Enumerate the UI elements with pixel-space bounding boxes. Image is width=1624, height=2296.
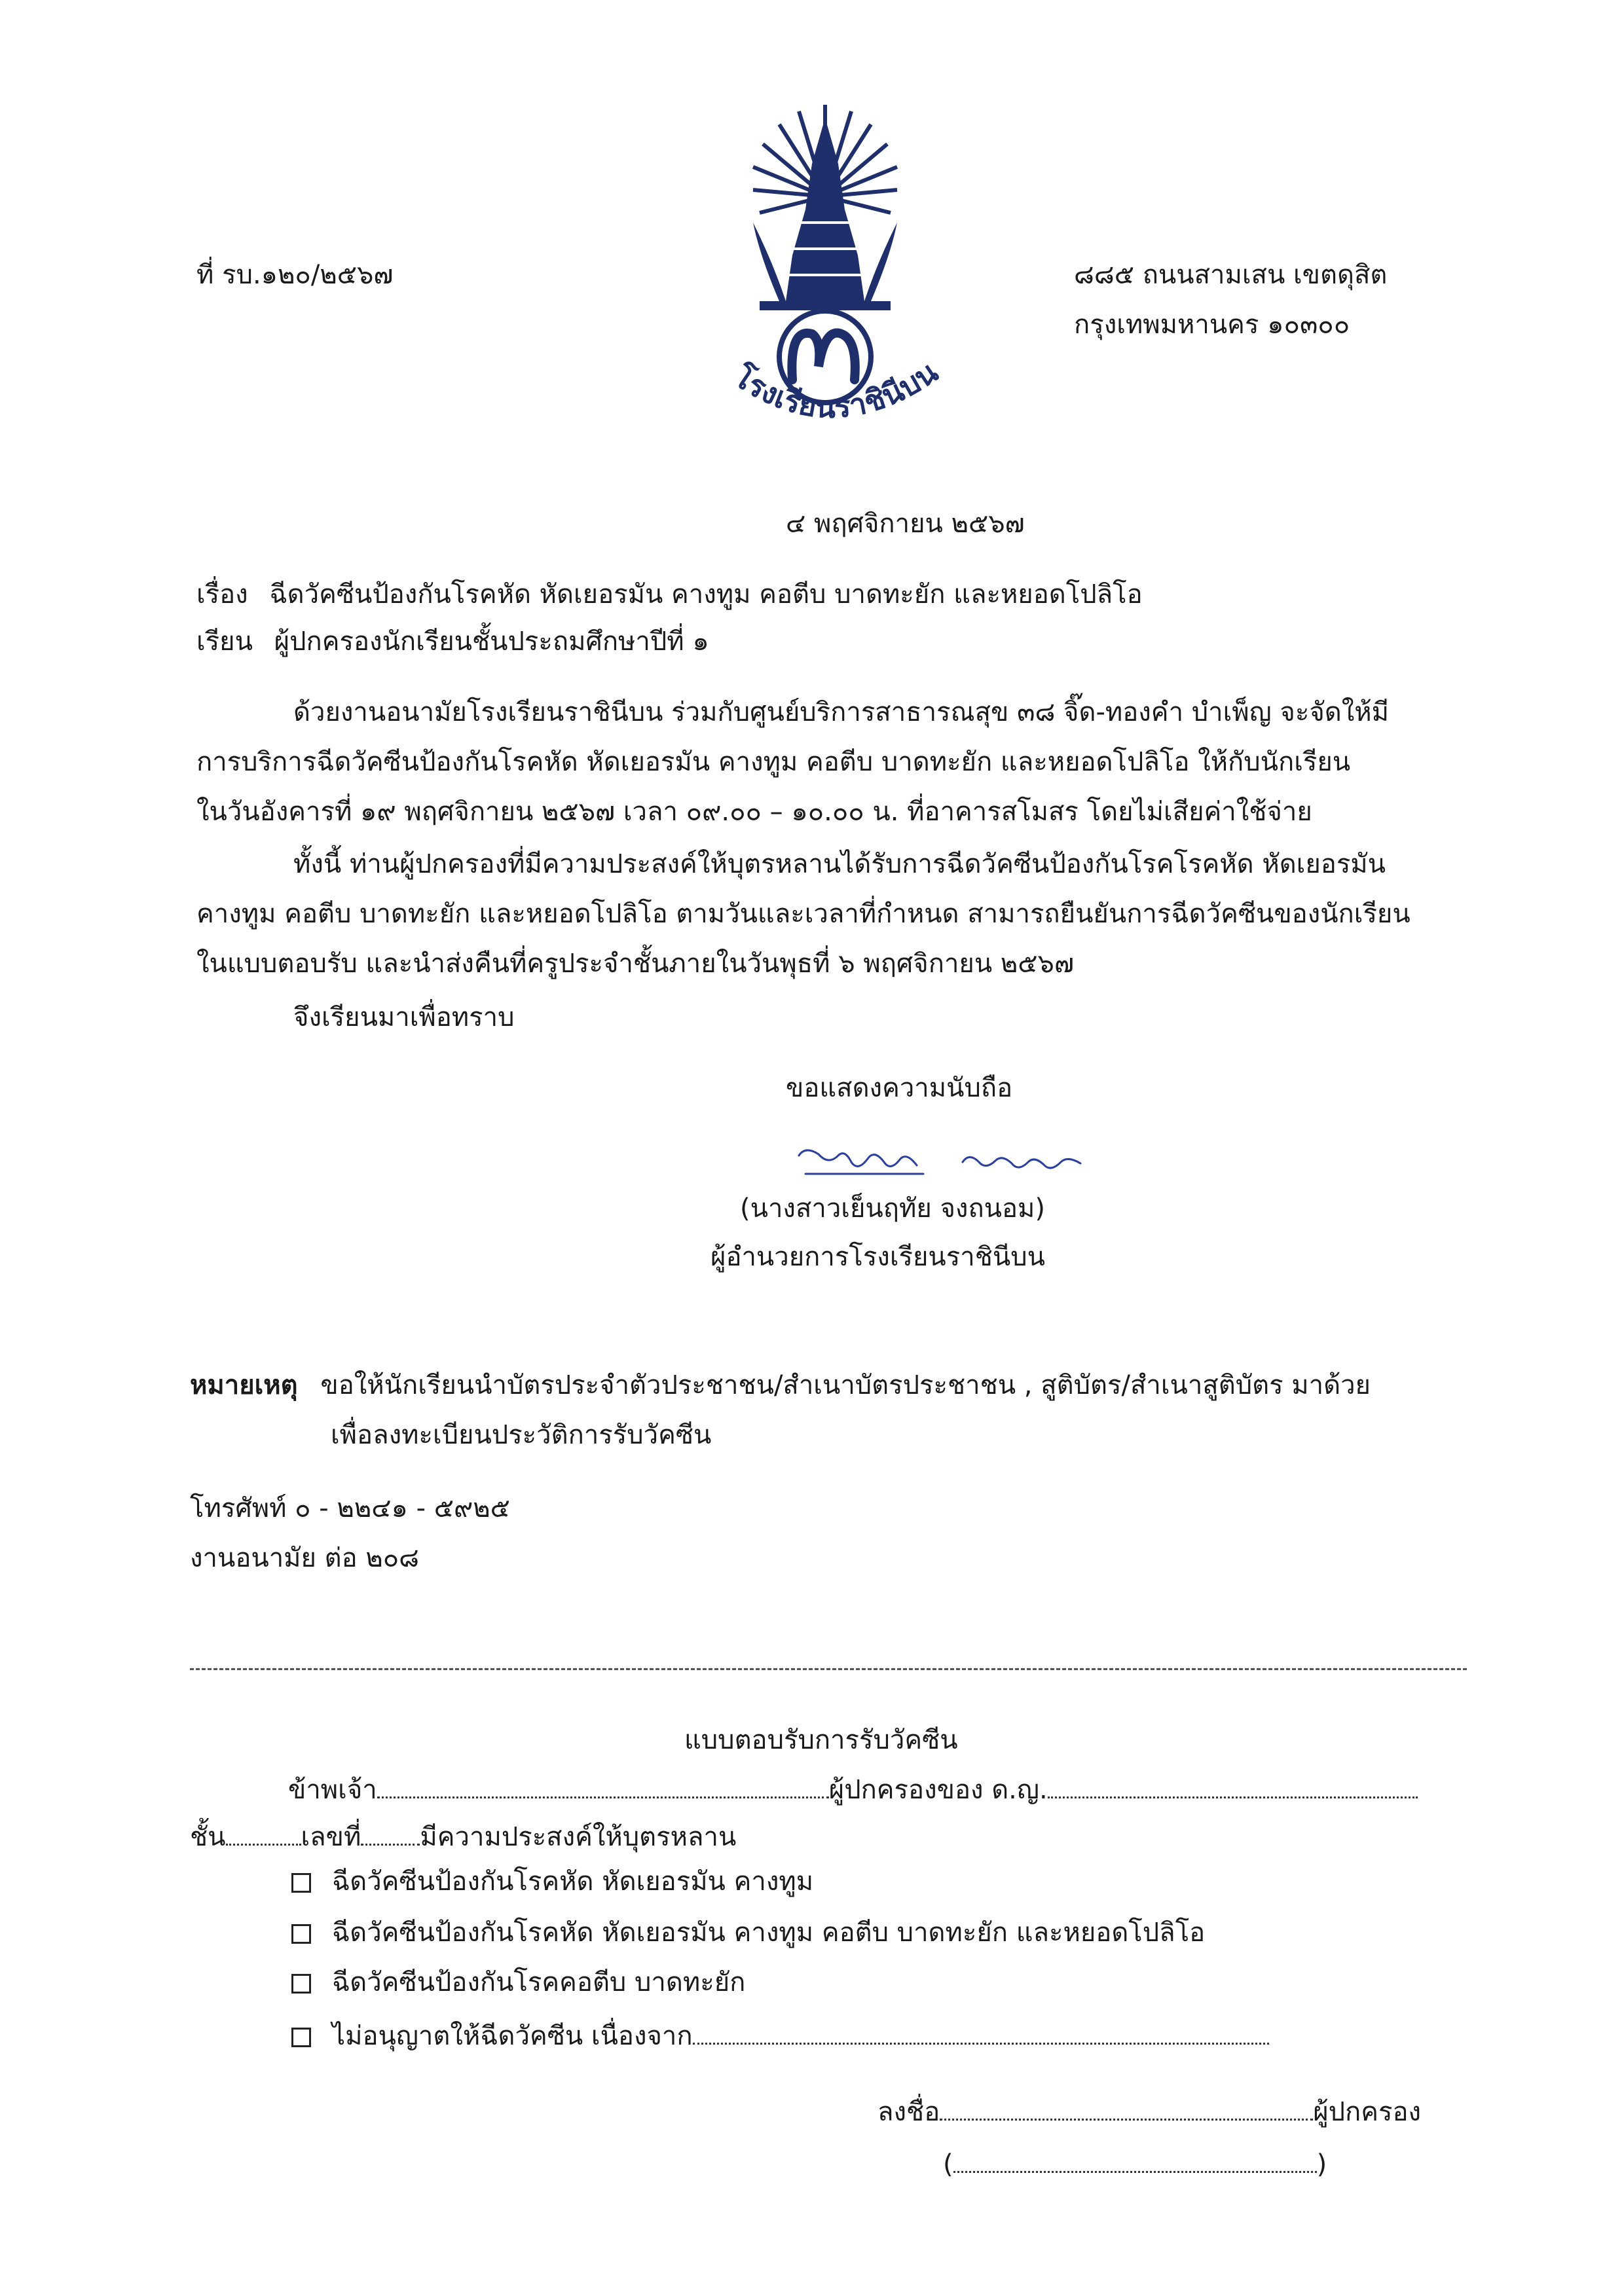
- form-title: แบบตอบรับการรับวัคซีน: [684, 1725, 958, 1755]
- student-number-field[interactable]: [361, 1817, 420, 1846]
- option-1-checkbox[interactable]: [291, 1873, 311, 1893]
- contact-extension: งานอนามัย ต่อ ๒๐๘: [190, 1543, 420, 1573]
- form-number-label: เลขที่: [301, 1822, 361, 1852]
- guardian-printed-name-field[interactable]: [953, 2145, 1317, 2173]
- body-p1-line1: ด้วยงานอนามัยโรงเรียนราชินีบน ร่วมกับศูนย์บริการสาธารณสุข ๓๘ จิ๊ด-ทองคำ บำเพ็ญ จะจัดให้มี: [293, 697, 1390, 727]
- signer-title: ผู้อำนวยการโรงเรียนราชินีบน: [710, 1242, 1045, 1272]
- signer-name: (นางสาวเย็นฤทัย จงถนอม): [740, 1194, 1045, 1224]
- form-guardian-label: ผู้ปกครอง: [1313, 2097, 1422, 2127]
- form-class-label: ชั้น: [190, 1822, 226, 1852]
- subject-text: ฉีดวัคซีนป้องกันโรคหัด หัดเยอรมัน คางทูม คอตีบ บาดทะยัก และหยอดโปลิโอ: [269, 579, 1143, 610]
- form-row-name: [288, 1770, 1418, 1806]
- paren-open: (: [943, 2149, 953, 2179]
- form-guardian-of-label: ผู้ปกครองของ ด.ญ.: [828, 1775, 1048, 1805]
- svg-text:โรงเรียนราชินีบน: [727, 354, 944, 425]
- recipient-text: ผู้ปกครองนักเรียนชั้นประถมศึกษาปีที่ ๑: [274, 627, 709, 657]
- subject-line: [196, 579, 1143, 610]
- form-printed-name-row: [943, 2145, 1327, 2180]
- guardian-name-field[interactable]: [377, 1770, 829, 1798]
- note-label: หมายเหตุ: [190, 1370, 298, 1400]
- form-sign-row: [877, 2092, 1421, 2128]
- student-name-field[interactable]: [1048, 1770, 1418, 1798]
- form-option-4: [291, 2016, 1269, 2052]
- handwritten-signature: [792, 1136, 1107, 1188]
- form-sign-label: ลงชื่อ: [877, 2097, 940, 2127]
- form-option-1: [291, 1866, 813, 1897]
- form-option-3: [291, 1967, 745, 1998]
- logo-school-name: โรงเรียนราชินีบน: [727, 354, 944, 426]
- body-p1-line3: ในวันอังคารที่ ๑๙ พฤศจิกายน ๒๕๖๗ เวลา ๐๙.๐๐ – ๑๐.๐๐ น. ที่อาคารสโมสร โดยไม่เสียค่าใช้จ่าย: [196, 797, 1312, 827]
- address-line-2: กรุงเทพมหานคร ๑๐๓๐๐: [1074, 310, 1350, 340]
- reason-field[interactable]: [693, 2016, 1269, 2045]
- body-p2-line3: ในแบบตอบรับ และนำส่งคืนที่ครูประจำชั้นภายในวันพุธที่ ๖ พฤศจิกายน ๒๕๖๗: [196, 949, 1075, 979]
- option-2-label: ฉีดวัคซีนป้องกันโรคหัด หัดเยอรมัน คางทูม คอตีบ บาดทะยัก และหยอดโปลิโอ: [332, 1918, 1206, 1948]
- subject-label: เรื่อง: [196, 579, 248, 610]
- reference-number: ที่ รบ.๑๒๐/๒๕๖๗: [196, 260, 394, 290]
- option-3-checkbox[interactable]: [291, 1974, 311, 1994]
- note-text-1: ขอให้นักเรียนนำบัตรประจำตัวประชาชน/สำเนาบัตรประชาชน , สูติบัตร/สำเนาสูติบัตร มาด้วย: [320, 1370, 1371, 1400]
- body-p2-line2: คางทูม คอตีบ บาดทะยัก และหยอดโปลิโอ ตามวันและเวลาที่กำหนด สามารถยืนยันการฉีดวัคซีนของนักเรียน: [196, 899, 1411, 929]
- form-i-label: ข้าพเจ้า: [288, 1775, 377, 1805]
- paren-close: ): [1316, 2149, 1327, 2179]
- option-3-label: ฉีดวัคซีนป้องกันโรคคอตีบ บาดทะยัก: [332, 1967, 746, 1997]
- closing-regards: ขอแสดงความนับถือ: [786, 1073, 1013, 1103]
- form-wish-text: มีความประสงค์ให้บุตรหลาน: [420, 1822, 737, 1852]
- guardian-signature-field[interactable]: [940, 2092, 1313, 2121]
- option-4-label: ไม่อนุญาตให้ฉีดวัคซีน เนื่องจาก: [332, 2021, 693, 2051]
- form-option-2: [291, 1917, 1205, 1948]
- option-2-checkbox[interactable]: [291, 1924, 311, 1944]
- contact-phone: โทรศัพท์ ๐ - ๒๒๔๑ - ๕๙๒๕: [190, 1493, 510, 1523]
- body-p2-line1: ทั้งนี้ ท่านผู้ปกครองที่มีความประสงค์ให้บุตรหลานได้รับการฉีดวัคซีนป้องกันโรคโรคหัด หัดเยอรมัน: [293, 849, 1386, 879]
- school-logo: [681, 92, 969, 439]
- form-row-class: [190, 1817, 736, 1853]
- class-field[interactable]: [226, 1817, 301, 1846]
- note-line-2: เพื่อลงทะเบียนประวัติการรับวัคซีน: [331, 1420, 712, 1450]
- body-p3: จึงเรียนมาเพื่อทราบ: [293, 1002, 515, 1032]
- address-line-1: ๘๘๕ ถนนสามเสน เขตดุสิต: [1074, 260, 1388, 290]
- option-1-label: ฉีดวัคซีนป้องกันโรคหัด หัดเยอรมัน คางทูม: [332, 1867, 814, 1897]
- note-line-1: [190, 1370, 1371, 1401]
- recipient-line: [196, 626, 709, 657]
- recipient-label: เรียน: [196, 627, 253, 657]
- option-4-checkbox[interactable]: [291, 2028, 311, 2047]
- letter-date: ๔ พฤศจิกายน ๒๕๖๗: [786, 509, 1025, 539]
- cut-line: [190, 1668, 1467, 1670]
- body-p1-line2: การบริการฉีดวัคซีนป้องกันโรคหัด หัดเยอรมัน คางทูม คอตีบ บาดทะยัก และหยอดโปลิโอ ให้กับนักเรียน: [196, 747, 1351, 777]
